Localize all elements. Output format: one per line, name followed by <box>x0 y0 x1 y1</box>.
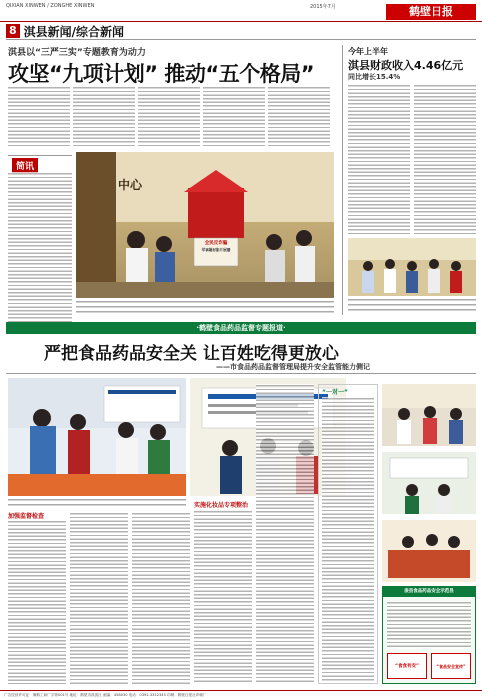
briefs-rule <box>8 155 72 156</box>
feature-subhead: ——市食品药品监督管理局提升安全监管能力侧记 <box>216 363 370 371</box>
main-photo <box>76 152 334 298</box>
sidebar-photo-illustration <box>348 238 476 296</box>
sidebar-title-2: 淇县财政收入4.46亿元 <box>348 59 464 72</box>
sidebar-title-1: 今年上半年 <box>348 47 388 56</box>
right-photo-1-illustration <box>382 384 476 446</box>
photo-caption <box>76 300 334 314</box>
feature-column <box>70 512 128 684</box>
sidebar-divider <box>342 45 343 315</box>
feature-headline: 严把食品药品安全关 让百姓吃得更放心 <box>44 344 339 364</box>
right-photo-2 <box>382 452 476 514</box>
issue-date: 2015年7月 <box>310 4 336 10</box>
right-info-box <box>382 586 476 684</box>
feature-photo-illustration <box>8 378 186 496</box>
wall-text: 中心 <box>118 178 143 192</box>
page-footer: 广告经营许可证：豫鹤工商广字第001号 地址：鹤壁市淇滨区 邮编：458030 电话：0392-3312345 印刷：鹤壁日报社印刷厂 <box>0 690 482 700</box>
feature-column <box>132 512 190 684</box>
feature-column <box>256 384 314 684</box>
feature-photo-caption <box>8 498 186 508</box>
sidebar-column <box>414 84 476 234</box>
right-photo-1 <box>382 384 476 446</box>
photo-illustration <box>76 152 334 298</box>
page-number: 8 <box>6 24 20 38</box>
right-photo-3-illustration <box>382 520 476 582</box>
sidebar-photo <box>348 238 476 296</box>
lead-column <box>73 86 135 146</box>
briefs-label: 简讯 <box>12 158 38 173</box>
right-badge-2: “食品安全宣传” <box>431 653 471 679</box>
right-photo-3 <box>382 520 476 582</box>
feature-rule <box>6 373 476 374</box>
lead-column <box>138 86 200 146</box>
right-photo-2-illustration <box>382 452 476 514</box>
feature-column <box>8 520 66 684</box>
feature-photo <box>8 378 186 496</box>
sign-line-1: 全民反诈骗 <box>204 241 228 246</box>
feature-sidebar-text <box>322 397 374 681</box>
lead-column <box>8 86 70 148</box>
right-badge-1: “食食有安” <box>387 653 427 679</box>
lead-headline: 攻坚“九项计划” 推动“五个格局” <box>8 62 315 86</box>
lead-kicker: 淇县以“三严三实”专题教育为动力 <box>8 48 146 58</box>
section-title: 淇县新闻/综合新闻 <box>23 24 125 39</box>
section-pinyin: QIXIAN XINWEN / ZONGHE XINWEN <box>6 3 95 9</box>
sign-line-2: 军事题材影片展播 <box>201 248 231 252</box>
feature-section-b: 实施化妆品专项整治 <box>194 502 249 509</box>
briefs-column <box>8 172 72 324</box>
right-info-title: 浚县食品药品安全示范县 <box>383 587 475 597</box>
sidebar-caption <box>348 298 476 314</box>
section-header <box>6 24 124 38</box>
lead-column <box>203 86 265 146</box>
feature-column <box>194 510 252 684</box>
special-report-banner: ·鹤壁食品药品监督专题报道· <box>6 322 476 334</box>
feature-section-a: 加强监督检查 <box>8 513 45 520</box>
lead-column <box>268 86 330 146</box>
feature-sidebar-box <box>318 384 378 684</box>
sidebar-column <box>348 84 410 234</box>
right-info-text <box>387 601 471 649</box>
header-rule <box>6 39 476 40</box>
masthead-logo: 鹤壁日报 <box>386 4 476 20</box>
page-header-bar <box>0 0 482 22</box>
feature-sidebar-head: “一对一” <box>322 389 348 396</box>
sidebar-subtitle: 同比增长15.4% <box>348 73 401 81</box>
